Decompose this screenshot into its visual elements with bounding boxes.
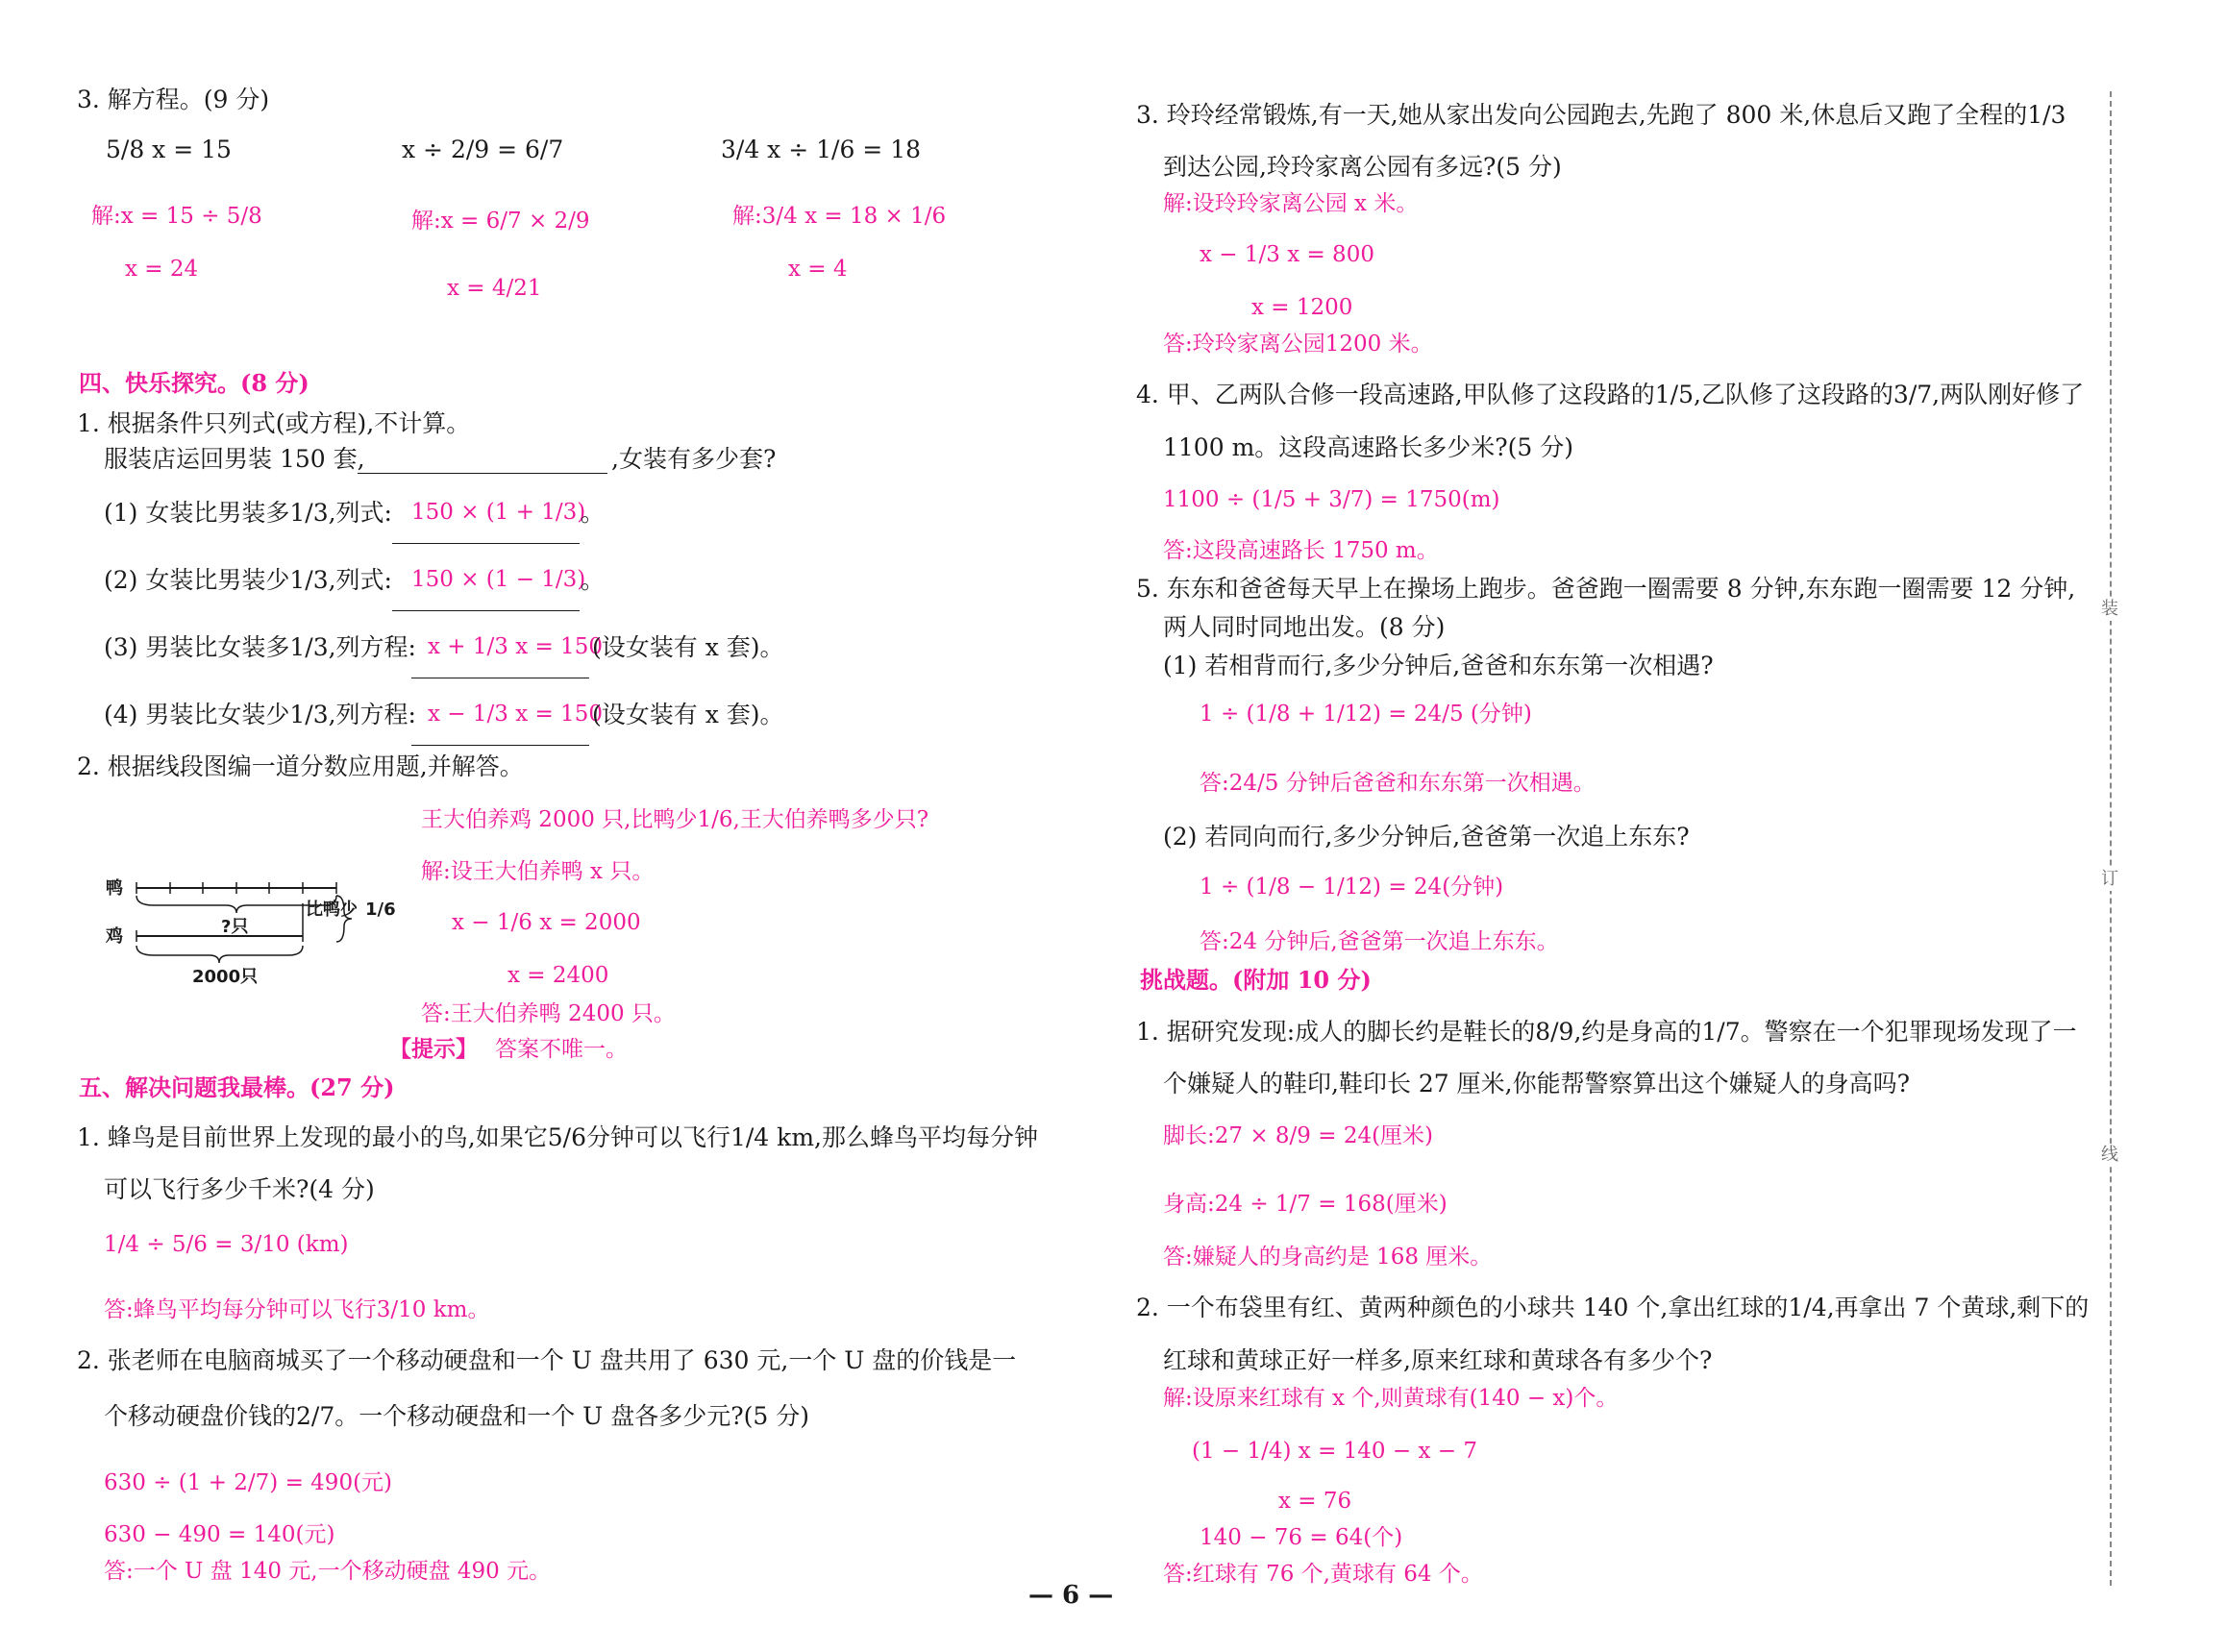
q1-fill-blank[interactable] (358, 444, 607, 474)
diagram-duck-label: 鸭 (106, 878, 123, 899)
q1-text-b: ,女装有多少套? (611, 445, 777, 473)
q1-part4-end: (设女装有 x 套)。 (592, 701, 784, 728)
q1-part3-label: (3) 男装比女装多1/3,列方程: (104, 633, 416, 661)
q2-answer-equation: x − 1/6 x = 2000 (452, 910, 641, 935)
p5-line1: 5. 东东和爸爸每天早上在操场上跑步。爸爸跑一圈需要 8 分钟,东东跑一圈需要 12 分钟, (1136, 575, 2076, 603)
chicken-brace (136, 946, 303, 963)
c2-answer-yellow: 140 − 76 = 64(个) (1200, 1525, 1403, 1550)
c2-line2: 红球和黄球正好一样多,原来红球和黄球各有多少个? (1163, 1346, 1713, 1374)
q2-answer-let: 解:设王大伯养鸭 x 只。 (421, 859, 655, 884)
c2-answer-result: x = 76 (1278, 1489, 1352, 1514)
p1-answer-conclusion: 答:蜂鸟平均每分钟可以飞行3/10 km。 (104, 1297, 490, 1322)
p4-answer-calc: 1100 ÷ (1/5 + 3/7) = 1750(m) (1163, 487, 1500, 512)
section-5-heading: 五、解决问题我最棒。(27 分) (79, 1073, 395, 1101)
binding-char-2: 订 (2098, 868, 2121, 891)
diagram-unknown-label: ?只 (221, 917, 249, 937)
equation-1-answer-line1: 解:x = 15 ÷ 5/8 (91, 204, 262, 229)
p5-question2: (2) 若同向而行,多少分钟后,爸爸第一次追上东东? (1163, 823, 1690, 851)
challenge-heading: 挑战题。(附加 10 分) (1140, 966, 1372, 994)
equation-1: 5/8 x = 15 (106, 136, 232, 163)
equation-3: 3/4 x ÷ 1/6 = 18 (721, 136, 922, 163)
q2-hint-text: 答案不唯一。 (495, 1037, 628, 1062)
p2-line1: 2. 张老师在电脑商城买了一个移动硬盘和一个 U 盘共用了 630 元,一个 U 盘的价钱是一 (77, 1346, 1017, 1374)
q2-hint-label: 【提示】 (389, 1036, 478, 1062)
q1-part2-end: 。 (581, 566, 606, 594)
p5-answer1-conclusion: 答:24/5 分钟后爸爸和东东第一次相遇。 (1200, 771, 1596, 796)
binding-char-1: 装 (2098, 598, 2121, 621)
p5-answer2-conclusion: 答:24 分钟后,爸爸第一次追上东东。 (1200, 929, 1559, 954)
p3-answer-conclusion: 答:玲玲家离公园1200 米。 (1163, 332, 1433, 357)
binding-margin-line (2110, 91, 2112, 1586)
q1-part3-answer: x + 1/3 x = 150 (428, 634, 603, 659)
p5-answer2-calc: 1 ÷ (1/8 − 1/12) = 24(分钟) (1200, 875, 1504, 900)
p5-question1: (1) 若相背而行,多少分钟后,爸爸和东东第一次相遇? (1163, 652, 1714, 679)
binding-char-3: 线 (2098, 1144, 2121, 1167)
p5-line2: 两人同时同地出发。(8 分) (1163, 613, 1446, 641)
q2-answer-problem: 王大伯养鸡 2000 只,比鸭少1/6,王大伯养鸭多少只? (421, 807, 929, 832)
equation-2: x ÷ 2/9 = 6/7 (402, 136, 564, 163)
p1-answer-calc: 1/4 ÷ 5/6 = 3/10 (km) (104, 1232, 349, 1257)
equation-2-answer-line2: x = 4/21 (447, 276, 542, 301)
p3-answer-result: x = 1200 (1251, 295, 1353, 320)
p3-answer-let: 解:设玲玲家离公园 x 米。 (1163, 191, 1419, 216)
c2-line1: 2. 一个布袋里有红、黄两种颜色的小球共 140 个,拿出红球的1/4,再拿出 7 个黄球,剩下的 (1136, 1294, 2090, 1321)
diagram-fraction-label: 1/6 (365, 900, 396, 920)
q1-part1-label: (1) 女装比男装多1/3,列式: (104, 499, 392, 527)
q1-part4-answer: x − 1/3 x = 150 (428, 702, 603, 727)
q1-part1-end: 。 (581, 499, 606, 527)
c1-answer-conclusion: 答:嫌疑人的身高约是 168 厘米。 (1163, 1245, 1493, 1270)
q2-prompt: 2. 根据线段图编一道分数应用题,并解答。 (77, 752, 524, 780)
c2-answer-conclusion: 答:红球有 76 个,黄球有 64 个。 (1163, 1562, 1483, 1587)
c1-line1: 1. 据研究发现:成人的脚长约是鞋长的8/9,约是身高的1/7。警察在一个犯罪现场发现了一 (1136, 1018, 2077, 1046)
p1-line2: 可以飞行多少千米?(4 分) (104, 1175, 375, 1203)
c2-answer-let: 解:设原来红球有 x 个,则黄球有(140 − x)个。 (1163, 1386, 1619, 1411)
q2-answer-conclusion: 答:王大伯养鸭 2400 只。 (421, 1001, 676, 1026)
q2-answer-result: x = 2400 (507, 963, 609, 988)
q1-part1-answer: 150 × (1 + 1/3) (411, 500, 586, 525)
p5-answer1-calc: 1 ÷ (1/8 + 1/12) = 24/5 (分钟) (1200, 702, 1532, 727)
p2-answer-calc2: 630 − 490 = 140(元) (104, 1522, 335, 1547)
q1-part4-label: (4) 男装比女装少1/3,列方程: (104, 701, 416, 728)
p2-line2: 个移动硬盘价钱的2/7。一个移动硬盘和一个 U 盘各多少元?(5 分) (104, 1402, 809, 1430)
p1-line1: 1. 蜂鸟是目前世界上发现的最小的鸟,如果它5/6分钟可以飞行1/4 km,那么蜂鸟平均每分钟 (77, 1123, 1038, 1151)
diagram-2000-label: 2000只 (192, 967, 259, 987)
q1-part3-end: (设女装有 x 套)。 (592, 633, 784, 661)
section-3-title: 3. 解方程。(9 分) (77, 86, 270, 113)
p2-answer-conclusion: 答:一个 U 盘 140 元,一个移动硬盘 490 元。 (104, 1559, 552, 1584)
equation-3-answer-line1: 解:3/4 x = 18 × 1/6 (732, 204, 947, 229)
p3-line2: 到达公园,玲玲家离公园有多远?(5 分) (1163, 153, 1562, 181)
p4-line1: 4. 甲、乙两队合修一段高速路,甲队修了这段路的1/5,乙队修了这段路的3/7,两队刚好修了 (1136, 381, 2085, 408)
p3-answer-equation: x − 1/3 x = 800 (1200, 242, 1374, 267)
c2-answer-equation: (1 − 1/4) x = 140 − x − 7 (1192, 1439, 1477, 1464)
p4-line2: 1100 m。这段高速路长多少米?(5 分) (1163, 433, 1574, 461)
q1-prompt: 1. 根据条件只列式(或方程),不计算。 (77, 409, 471, 437)
equation-3-answer-line2: x = 4 (788, 257, 848, 282)
page-number: — 6 — (1028, 1581, 1114, 1610)
diagram-chicken-label: 鸡 (106, 926, 123, 947)
q1-part2-label: (2) 女装比男装少1/3,列式: (104, 566, 392, 594)
segment-diagram-svg (96, 865, 404, 990)
diagram-less-label: 比鸭少 (306, 900, 358, 920)
p3-line1: 3. 玲玲经常锻炼,有一天,她从家出发向公园跑去,先跑了 800 米,休息后又跑了全程的1/3 (1136, 101, 2066, 129)
equation-2-answer-line1: 解:x = 6/7 × 2/9 (411, 209, 590, 234)
p4-answer-conclusion: 答:这段高速路长 1750 m。 (1163, 538, 1439, 563)
q1-text-a: 服装店运回男装 150 套, (104, 445, 365, 473)
equation-1-answer-line2: x = 24 (125, 257, 199, 282)
c1-answer-height: 身高:24 ÷ 1/7 = 168(厘米) (1163, 1192, 1448, 1217)
c1-answer-foot: 脚长:27 × 8/9 = 24(厘米) (1163, 1123, 1434, 1148)
q1-part2-answer: 150 × (1 − 1/3) (411, 567, 586, 592)
c1-line2: 个嫌疑人的鞋印,鞋印长 27 厘米,你能帮警察算出这个嫌疑人的身高吗? (1163, 1070, 1911, 1097)
p2-answer-calc1: 630 ÷ (1 + 2/7) = 490(元) (104, 1470, 393, 1495)
section-4-heading: 四、快乐探究。(8 分) (79, 369, 309, 397)
segment-diagram (96, 865, 404, 990)
